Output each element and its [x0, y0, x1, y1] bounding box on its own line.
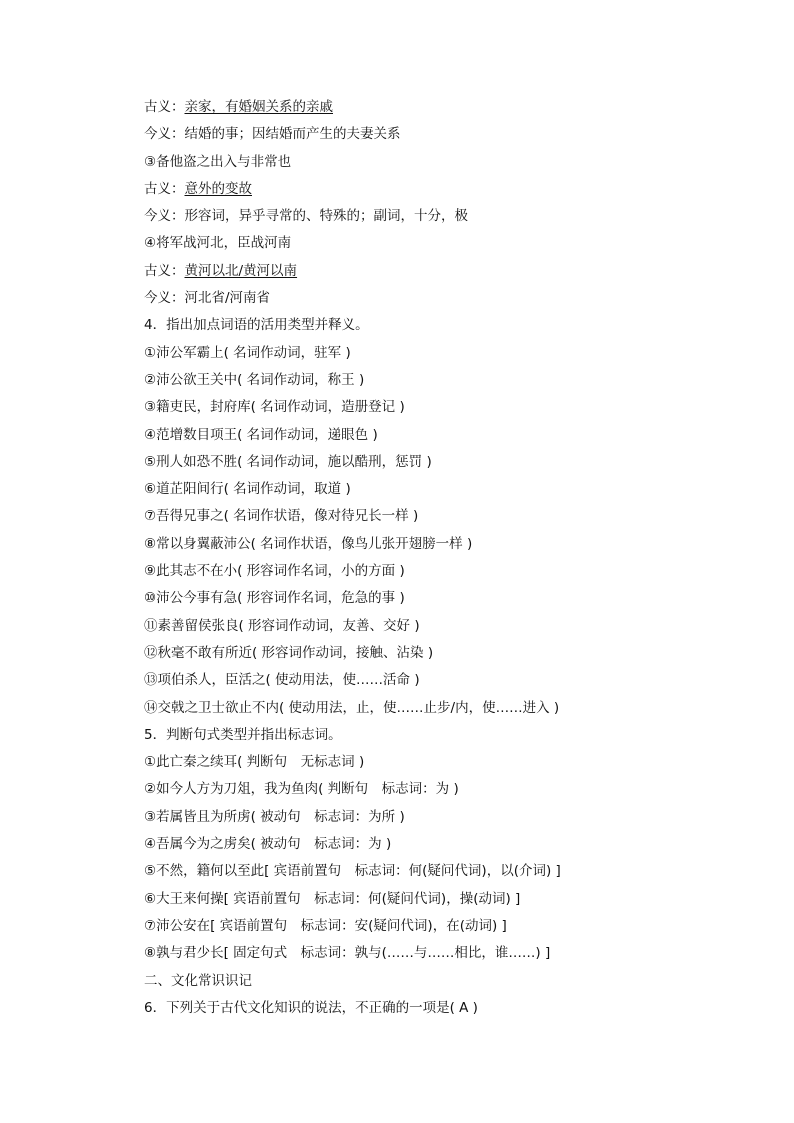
text-line [144, 394, 764, 421]
text-line [144, 585, 764, 612]
text-line [144, 968, 764, 995]
line-text: ⑧常以身翼蔽沛公( 名词作状语，像鸟儿张开翅膀一样 ) [144, 535, 473, 552]
text-line [144, 449, 764, 476]
text-line [144, 230, 764, 257]
text-line [144, 776, 764, 803]
line-text: ①此亡秦之续耳( 判断句 无标志词 ) [144, 754, 365, 771]
line-text: ③若属皆且为所虏( 被动句 标志词：为所 ) [144, 808, 405, 825]
line-text: 4．指出加点词语的活用类型并释义。 [144, 317, 369, 334]
line-text: ⑤刑人如恐不胜( 名词作动词，施以酷刑，惩罚 ) [144, 453, 432, 470]
line-text: 6．下列关于古代文化知识的说法，不正确的一项是( A ) [144, 999, 478, 1016]
text-line [144, 312, 764, 339]
line-text: ⑬项伯杀人，臣活之( 使动用法，使……活命 ) [144, 672, 420, 689]
line-text: ⑭交戟之卫士欲止不内( 使动用法，止，使……止步/内，使……进入 ) [144, 699, 560, 716]
text-line [144, 995, 764, 1022]
text-line [144, 831, 764, 858]
line-text: ⑤不然，籍何以至此[ 宾语前置句 标志词：何(疑问代词)，以(介词) ] [144, 863, 561, 880]
text-line [144, 367, 764, 394]
underlined-answer: 亲家，有婚姻关系的亲戚 [184, 99, 333, 115]
line-text: ③备他盗之出入与非常也 [144, 153, 292, 170]
text-line [144, 695, 764, 722]
line-text: ④将军战河北，臣战河南 [144, 235, 292, 252]
line-text: 今义：河北省/河南省 [144, 290, 271, 307]
line-text: ②沛公欲王关中( 名词作动词，称王 ) [144, 371, 365, 388]
underlined-answer: 意外的变故 [184, 180, 252, 197]
line-text: ⑪素善留侯张良( 形容词作动词，友善、交好 ) [144, 617, 420, 634]
text-line [144, 804, 764, 831]
underlined-answer: 黄河以北/黄河以南 [184, 262, 298, 279]
line-text: 古义： [144, 180, 185, 197]
text-line [144, 858, 764, 885]
text-line [144, 913, 764, 940]
line-text: ④吾属今为之虏矣( 被动句 标志词：为 ) [144, 836, 392, 853]
line-text: ⑫秋毫不敢有所近( 形容词作动词，接触、沾染 ) [144, 644, 434, 661]
text-line [144, 422, 764, 449]
text-line [144, 503, 764, 530]
text-line [144, 285, 764, 312]
line-text: ⑩沛公今事有急( 形容词作名词，危急的事 ) [144, 590, 405, 607]
line-text: ⑧孰与君少长[ 固定句式 标志词：孰与(……与……相比，谁……) ] [144, 945, 551, 962]
text-line [144, 121, 764, 148]
text-line [144, 176, 764, 203]
text-line [144, 258, 764, 285]
text-line [144, 886, 764, 913]
line-text: 古义： [144, 99, 185, 115]
text-line [144, 749, 764, 776]
text-line [144, 94, 764, 121]
line-text: 5．判断句式类型并指出标志词。 [144, 726, 342, 743]
text-line [144, 149, 764, 176]
line-text: 今义：结婚的事；因结婚而产生的夫妻关系 [144, 126, 401, 143]
line-text: 今义：形容词，异乎寻常的、特殊的；副词，十分，极 [144, 208, 468, 225]
line-text: ⑥大王来何操[ 宾语前置句 标志词：何(疑问代词)，操(动词) ] [144, 890, 521, 907]
line-text: 古义： [144, 262, 185, 279]
text-line [144, 613, 764, 640]
line-text: ⑨此其志不在小( 形容词作名词，小的方面 ) [144, 563, 405, 580]
text-line [144, 340, 764, 367]
text-line [144, 640, 764, 667]
text-line [144, 203, 764, 230]
text-line [144, 476, 764, 503]
text-line [144, 940, 764, 967]
line-text: ⑥道芷阳间行( 名词作动词，取道 ) [144, 481, 351, 498]
text-line [144, 531, 764, 558]
text-line [144, 558, 764, 585]
line-text: ⑦吾得兄事之( 名词作状语，像对待兄长一样 ) [144, 508, 419, 525]
line-text: ①沛公军霸上( 名词作动词，驻军 ) [144, 344, 351, 361]
text-line [144, 667, 764, 694]
line-text: ②如今人方为刀俎，我为鱼肉( 判断句 标志词：为 ) [144, 781, 459, 798]
line-text: ⑦沛公安在[ 宾语前置句 标志词：安(疑问代词)，在(动词) ] [144, 917, 507, 934]
line-text: 二、文化常识识记 [144, 972, 252, 989]
document-body [144, 94, 764, 1022]
line-text: ③籍吏民，封府库( 名词作动词，造册登记 ) [144, 399, 405, 416]
text-line [144, 722, 764, 749]
line-text: ④范增数目项王( 名词作动词，递眼色 ) [144, 426, 378, 443]
